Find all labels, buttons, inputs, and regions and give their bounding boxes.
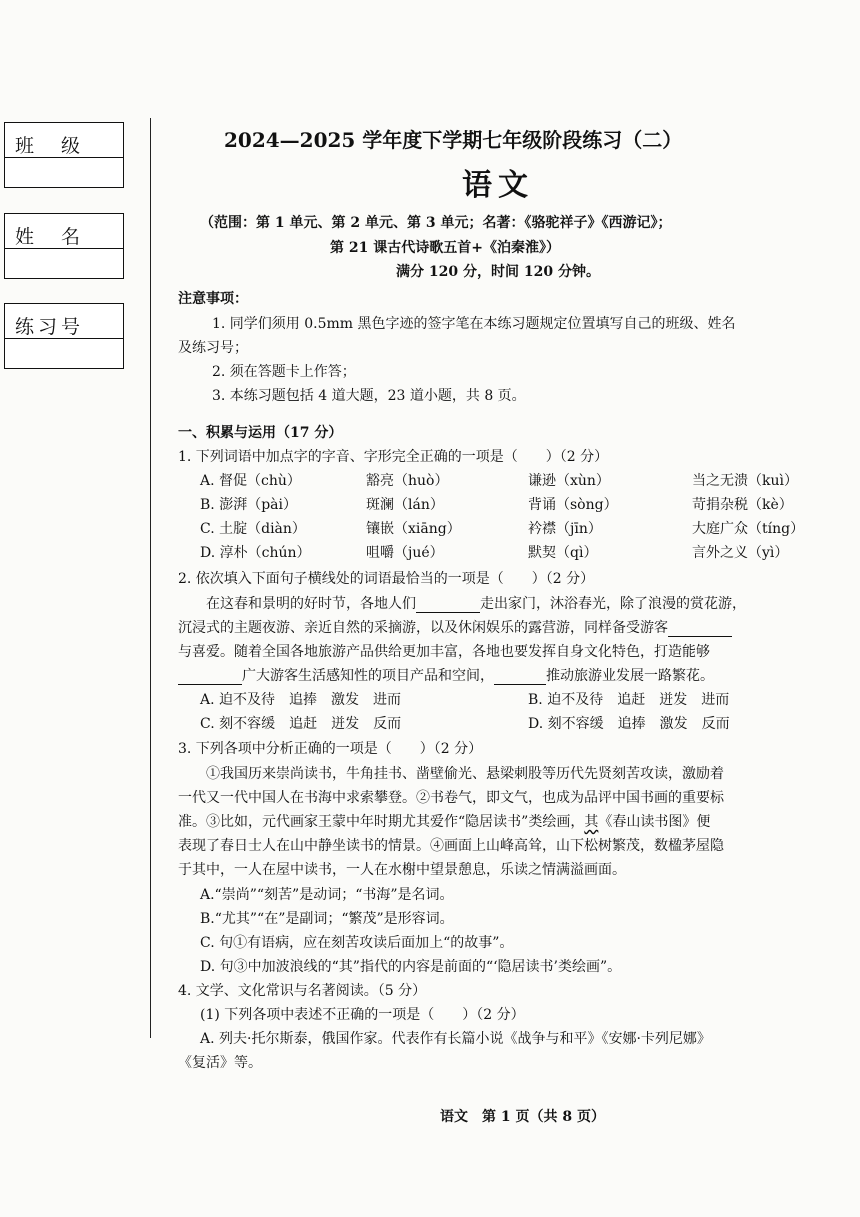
q2-option-c: C. 刻不容缓 追赶 迸发 反而 <box>200 716 402 732</box>
q3-passage-5: 于其中，一人在屋中读书，一人在水榭中望景憩息，乐读之情满溢画面。 <box>178 862 626 878</box>
binding-line <box>150 118 151 1038</box>
q2-blank-3[interactable] <box>178 670 242 685</box>
q3-option-c: C. 句①有语病，应在刻苦攻读后面加上“的故事”。 <box>200 935 514 951</box>
q3-stem: 3. 下列各项中分析正确的一项是（ ）（2 分） <box>178 741 483 757</box>
q2-line-4a: 广大游客生活感知性的项目产品和空间， <box>242 668 494 684</box>
q2-stem: 2. 依次填入下面句子横线处的词语最恰当的一项是（ ）（2 分） <box>178 571 595 587</box>
q2-line-2 <box>178 617 732 637</box>
q3-wavy-qi: 其 <box>584 814 599 830</box>
q1-row-d-c2: 咀嚼（jué） <box>366 545 444 561</box>
notice-heading: 注意事项： <box>178 291 248 307</box>
section-1-heading: 一、积累与运用（17 分） <box>178 425 343 441</box>
q2-line-1b: 走出家门，沐浴春光，除了浪漫的赏花游， <box>480 596 746 612</box>
q1-stem: 1. 下列词语中加点字的字音、字形完全正确的一项是（ ）（2 分） <box>178 449 609 465</box>
number-label: 练习号 <box>15 316 85 338</box>
notice-item-3: 3. 本练习题包括 4 道大题，23 道小题，共 8 页。 <box>212 388 526 404</box>
q1-row-a-c2: 豁亮（huò） <box>366 473 449 489</box>
q1-row-b-c1: B. 澎湃（pài） <box>200 497 297 513</box>
q1-row-d-c1: D. 淳朴（chún） <box>200 545 311 561</box>
notice-item-2: 2. 须在答题卡上作答； <box>212 364 356 380</box>
q1-row-c-c1: C. 土腚（diàn） <box>200 521 306 537</box>
q2-line-4 <box>178 665 714 685</box>
page-footer: 语文 第 1 页（共 8 页） <box>440 1109 605 1125</box>
number-divider <box>5 338 123 339</box>
number-field[interactable] <box>4 303 124 369</box>
q3-option-b: B.“尤其”“在”是副词；“繁茂”是形容词。 <box>200 911 454 927</box>
q3-option-d: D. 句③中加波浪线的“其”指代的内容是前面的“‘隐居读书’类绘画”。 <box>200 959 622 975</box>
q2-line-1a: 在这春和景明的好时节，各地人们 <box>206 596 416 612</box>
exam-title: 2024—2025 学年度下学期七年级阶段练习（二） <box>224 128 683 152</box>
q1-row-c-c3: 衿襟（jīn） <box>528 521 602 537</box>
q1-row-c-c2: 镶嵌（xiāng） <box>366 521 461 537</box>
q1-row-a-c1: A. 督促（chù） <box>200 473 301 489</box>
q3-option-a: A.“崇尚”“刻苦”是动词；“书海”是名词。 <box>200 887 454 903</box>
q2-line-2-text: 沉浸式的主题夜游、亲近自然的采摘游，以及休闲娱乐的露营游，同样备受游客 <box>178 620 668 636</box>
scope-line-1: （范围：第 1 单元、第 2 单元、第 3 单元；名著：《骆驼祥子》《西游记》； <box>200 215 672 231</box>
q1-row-a-c4: 当之无溃（kuì） <box>692 473 798 489</box>
subject-title: 语文 <box>462 168 534 203</box>
q1-row-c-c4: 大庭广众（tíng） <box>692 521 805 537</box>
q1-row-b-c2: 斑澜（lán） <box>366 497 444 513</box>
q3-passage-1: ①我国历来崇尚读书，牛角挂书、凿壁偷光、悬梁刺股等历代先贤刻苦攻读，激励着 <box>206 766 724 782</box>
q1-row-a-c3: 谦逊（xùn） <box>528 473 610 489</box>
q3-passage-2: 一代又一代中国人在书海中求索攀登。②书卷气，即文气，也成为品评中国书画的重要标 <box>178 790 724 806</box>
q2-blank-1[interactable] <box>416 598 480 613</box>
q4-option-a-line-2: 《复活》等。 <box>178 1055 262 1071</box>
q2-line-4b: 推动旅游业发展一路繁花。 <box>546 668 714 684</box>
q2-line-1 <box>206 593 746 613</box>
q2-option-d: D. 刻不容缓 追捧 激发 反而 <box>528 716 730 732</box>
class-label: 班 级 <box>15 135 85 157</box>
name-label: 姓 名 <box>15 226 85 248</box>
q4-stem: 4. 文学、文化常识与名著阅读。（5 分） <box>178 983 427 999</box>
scope-line-2: 第 21 课古代诗歌五首+《泊秦淮》） <box>330 240 560 256</box>
q4-sub-1: (1) 下列各项中表述不正确的一项是（ ）（2 分） <box>200 1007 525 1023</box>
q2-option-b: B. 迫不及待 追赶 迸发 进而 <box>528 692 730 708</box>
notice-item-1a: 1. 同学们须用 0.5mm 黑色字迹的签字笔在本练习题规定位置填写自己的班级、姓名 <box>212 316 736 332</box>
q3-passage-4: 表现了春日士人在山中静坐读书的情景。④画面上山峰高耸，山下松树繁茂，数楹茅屋隐 <box>178 838 724 854</box>
q2-option-a: A. 迫不及待 追捧 激发 进而 <box>200 692 402 708</box>
q2-blank-2[interactable] <box>668 622 732 637</box>
score-line: 满分 120 分，时间 120 分钟。 <box>396 264 600 280</box>
q1-row-b-c3: 背诵（sòng） <box>528 497 618 513</box>
notice-item-1b: 及练习号； <box>178 340 248 356</box>
q2-blank-4[interactable] <box>494 670 546 685</box>
q2-line-3: 与喜爱。随着全国各地旅游产品供给更加丰富，各地也要发挥自身文化特色，打造能够 <box>178 644 710 660</box>
class-field[interactable] <box>4 122 124 188</box>
q1-row-b-c4: 苛捐杂税（kè） <box>692 497 793 513</box>
q3-passage-3a: 准。③比如，元代画家王蒙中年时期尤其爱作“隐居读书”类绘画， <box>178 814 585 830</box>
q1-row-d-c3: 默契（qì） <box>528 545 598 561</box>
q3-passage-3c: 《春山读书图》便 <box>598 814 711 830</box>
name-divider <box>5 248 123 249</box>
name-field[interactable] <box>4 213 124 279</box>
q4-option-a-line-1: A. 列夫·托尔斯泰，俄国作家。代表作有长篇小说《战争与和平》《安娜·卡列尼娜》 <box>200 1031 711 1047</box>
q3-passage-3 <box>178 811 710 831</box>
q1-row-d-c4: 言外之义（yì） <box>692 545 789 561</box>
class-divider <box>5 157 123 158</box>
